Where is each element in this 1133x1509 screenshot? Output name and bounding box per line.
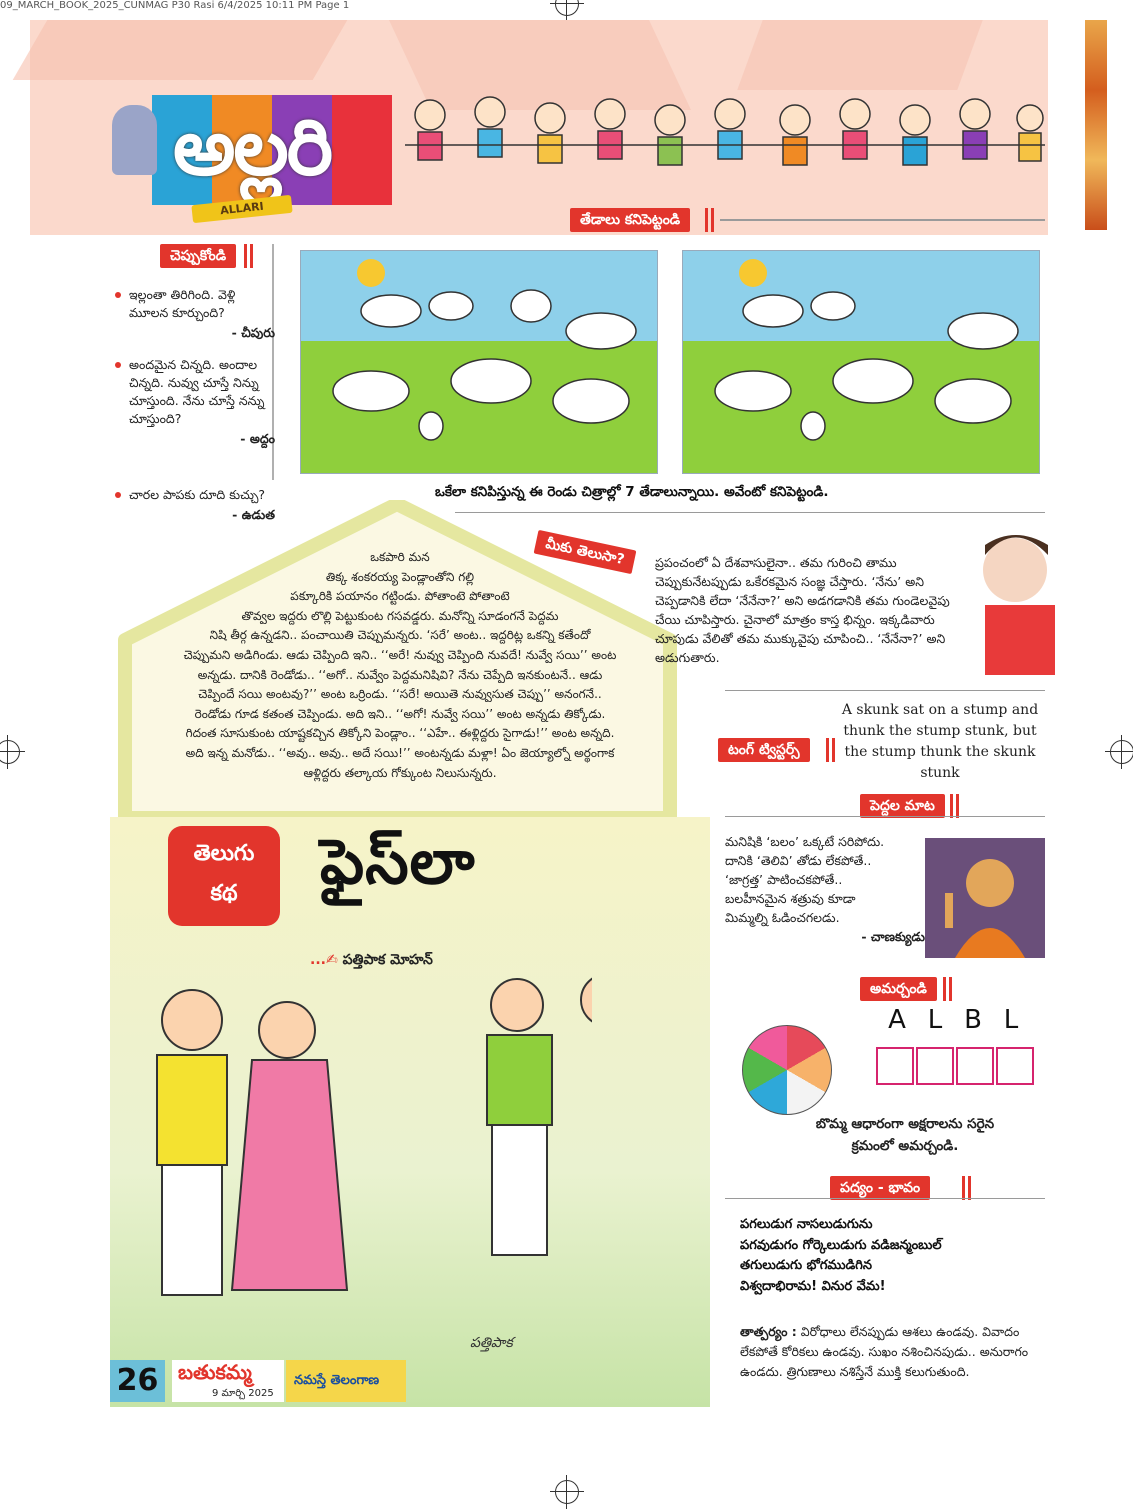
goats-picture-left bbox=[300, 250, 658, 474]
wisdom-tag: పెద్దల మాట bbox=[860, 794, 945, 818]
author-name: పత్తిపాక మోహన్ bbox=[342, 952, 433, 968]
crop-mark-right bbox=[1110, 740, 1133, 764]
tag-bars bbox=[962, 1176, 976, 1200]
story-line: చెప్పుమని అడిగిండు. ఆడు చెప్పింది ఇని.. ‘‘అరే! నువ్వు చెప్పింది నువదే! నువ్వే సయి’’ అంట bbox=[183, 647, 617, 662]
story-line: అది ఇన్న మనోడు.. ‘‘అవు.. అవు.. అదే సయి!’’ అంటన్నడు మళ్లా! ఏం జెయ్యాల్నో అర్థంగాక bbox=[185, 745, 615, 760]
answer-boxes bbox=[876, 1047, 1038, 1085]
wisdom-line: మనిషికి ‘బలం’ ఒక్కటే సరిపోదు. bbox=[725, 834, 885, 849]
dancing-kids-illustration bbox=[405, 90, 1045, 200]
section-divider bbox=[725, 690, 1045, 691]
badge-line: కథ bbox=[210, 881, 238, 906]
story-line: రెండోడు గూడ కతంత చెప్పిండు. అది ఇని.. ‘‘అగో! నువ్వే సయి’’ అంట అన్నడు తిక్కోడు. bbox=[194, 706, 606, 721]
riddle-answer: - చీపురు bbox=[231, 325, 275, 340]
wisdom-text bbox=[725, 832, 925, 946]
logo-subtitle: ALLARI bbox=[191, 195, 292, 223]
riddle-answer: - ఉడుత bbox=[232, 507, 275, 522]
instruction-line: బొమ్మ ఆధారంగా అక్షరాలను సరైన bbox=[815, 1116, 995, 1132]
puzzle-letter: L bbox=[927, 1005, 943, 1035]
wisdom-author: - చాణక్యుడు bbox=[861, 929, 925, 944]
header-divider bbox=[720, 219, 1045, 221]
puzzle-letter: L bbox=[1003, 1005, 1019, 1035]
goats-picture-right bbox=[682, 250, 1040, 474]
story-line: చెప్పిందే సయి అంటవు?’’ అంట ఒర్రిండు. ‘‘సరే! అయితె నువ్వుసుత చెప్పు’’ అనంగనే.. bbox=[198, 687, 602, 702]
tag-bars bbox=[705, 208, 719, 232]
story-line: అన్నడు. దానికి రెండోడు.. ‘‘అగో.. నువ్వేం పెద్దమనిషివి? నేను చెప్పేది ఇనకుంటనే.. ఆడు bbox=[197, 667, 603, 682]
telugu-katha-badge bbox=[168, 826, 280, 926]
story-line: పక్కూరికి పయానం గట్టిండు. పోతాంటె పోతాంటె bbox=[290, 589, 510, 604]
puzzle-tag: అమర్చండి bbox=[860, 977, 937, 1001]
page-number: 26 bbox=[110, 1360, 165, 1402]
spot-diff-caption: ఒకేలా కనిపిస్తున్న ఈ రెండు చిత్రాల్లో 7 తేడాలున్నాయి. అవేంటో కనిపెట్టండి. bbox=[435, 484, 829, 500]
chanakya-portrait bbox=[925, 838, 1045, 958]
print-slug: 09_MARCH_BOOK_2025_CUNMAG P30 Rasi 6/4/2025 10:11 PM Page 1 bbox=[0, 0, 350, 11]
bullet-icon bbox=[115, 492, 121, 498]
tongue-twister-text: A skunk sat on a stump and thunk the stump stunk, but the stump thunk the skunk stunk bbox=[841, 702, 1039, 781]
answer-box bbox=[956, 1047, 994, 1085]
puzzle-letter: A bbox=[888, 1005, 906, 1035]
story-line: గిదంత సూసుకుంట యాష్టకచ్చిన తిక్కోని పెండ్లాం.. ‘‘ఎహే.. ఈళ్లిద్దరు సైగాడు!’’ అంట అన్నది. bbox=[185, 726, 615, 741]
tongue-twister-tag: టంగ్ ట్విస్టర్స్ bbox=[718, 738, 810, 762]
magazine-name bbox=[172, 1360, 284, 1402]
meaning-text: విరోధాలు లేనప్పుడు ఆశలు ఉండవు. వివాదం లేకపోతే కోరికలు ఉండవు. సుఖం నశించినపుడు.. అనురాగం ఉండదు. త్రిగుణాలు నశిస్తేనే ముక్తి కలుగుతుంది. bbox=[740, 1324, 1029, 1379]
tag-bars bbox=[950, 794, 964, 818]
artist-signature: పత్తిపాక bbox=[470, 1335, 513, 1351]
bullet-icon bbox=[115, 292, 121, 298]
riddle-question: అందమైన చిన్నది. అందాల చిన్నది. నువ్వు చూస్తే నిన్ను చూస్తుంది. నేను చూస్తే నన్ను చూస్తుంది? bbox=[129, 357, 265, 426]
beach-ball-icon bbox=[742, 1025, 832, 1115]
poem-text bbox=[740, 1215, 1050, 1297]
riddle-answer: - అద్దం bbox=[240, 431, 275, 446]
answer-box bbox=[876, 1047, 914, 1085]
riddle-question: ఇల్లంతా తిరిగింది. వెళ్లి మూలన కూర్చుంది? bbox=[129, 287, 236, 320]
newspaper-name: నమస్తే తెలంగాణ bbox=[286, 1360, 406, 1402]
story-title: ఫైస్‌లా bbox=[320, 825, 476, 898]
allari-logo bbox=[112, 95, 392, 220]
riddles-tag: చెప్పుకోండి bbox=[160, 244, 236, 268]
poem-line: పగవుడుగం గోర్కెలుడుగు వడిజన్మంబుల్ bbox=[740, 1237, 942, 1253]
section-divider bbox=[725, 816, 1045, 817]
bullet-icon bbox=[115, 362, 121, 368]
poem-line: విశ్వదాభిరామ! వినుర వేమ! bbox=[740, 1278, 886, 1294]
riddle-item bbox=[115, 356, 275, 448]
instruction-line: క్రమంలో అమర్చండి. bbox=[851, 1138, 959, 1154]
poem-tag: పద్యం - భావం bbox=[830, 1176, 930, 1200]
wisdom-line: బలహీనమైన శత్రువు కూడా bbox=[725, 891, 856, 906]
story-line: తొవ్వల ఇద్దరు లొల్లి పెట్టుకుంట గసవడ్డరు. మనోన్ని సూడంగనే పెద్దమ bbox=[241, 608, 559, 623]
poem-line: తగులుడుగు భోగముడిగిన bbox=[740, 1258, 872, 1273]
story-line: ఆళ్లిద్దరు తల్కాయ గోక్కుంట నిలుసున్నరు. bbox=[303, 765, 497, 780]
story-line: ఒకపారి మన bbox=[370, 550, 430, 564]
page-footer bbox=[110, 1360, 407, 1402]
baby-photo bbox=[970, 525, 1055, 675]
poem-meaning bbox=[740, 1322, 1050, 1382]
crop-mark-left bbox=[0, 740, 20, 764]
pen-icon: ...✍ bbox=[310, 952, 338, 968]
kid-figures bbox=[405, 97, 1045, 165]
logo-text: అల్లరి bbox=[173, 103, 331, 193]
fact-tag: మీకు తెలుసా? bbox=[534, 530, 637, 574]
fact-text: ప్రపంచంలో ఏ దేశవాసులైనా.. తమ గురించి తాము చెప్పుకునేటప్పుడు ఒకేరకమైన సంజ్ఞ చేస్తారు. ‘నేను’ అని చెప్పడానికి లేదా ‘నేనేనా?’ అని అడగడానికి తమ గుండెలవైపు చేయి చూపిస్తారు. చైనాలో మాత్రం కాస్త భిన్నం. ఇక్కడివారు చూపుడు వేలితో తమ ముక్కువైపు చూపించి.. ‘నేనేనా?’ అని అడుగుతారు. bbox=[655, 555, 950, 665]
crop-mark-bottom bbox=[555, 1480, 579, 1504]
wisdom-line: మిమ్మల్ని ఓడించగలడు. bbox=[725, 910, 840, 925]
answer-box bbox=[996, 1047, 1034, 1085]
badge-line: తెలుగు bbox=[193, 841, 255, 866]
story-line: నిషి తీర్గ ఉన్నడని.. పంచాయితి చెప్పుమన్నరు. ‘సరే’ అంట.. ఇద్దరిట్ల ఒకన్ని కతేందో bbox=[209, 628, 591, 643]
tag-bars bbox=[826, 738, 840, 762]
tag-bars bbox=[244, 244, 258, 268]
riddle-item bbox=[115, 286, 275, 342]
decorative-stripe bbox=[1085, 20, 1107, 230]
story-text bbox=[130, 548, 670, 783]
puzzle-instruction bbox=[760, 1113, 1050, 1157]
magazine-title: బతుకమ్మ bbox=[178, 1360, 252, 1384]
puzzle-letter: B bbox=[964, 1005, 982, 1035]
riddle-question: చారల పాపకు దూది కుచ్చు? bbox=[129, 487, 266, 502]
section-divider bbox=[725, 1198, 1045, 1199]
issue-date: 9 మార్చి 2025 bbox=[212, 1388, 274, 1399]
answer-box bbox=[916, 1047, 954, 1085]
wisdom-line: ‘జాగ్రత్త’ పాటించకపోతే.. bbox=[725, 872, 843, 887]
wisdom-line: దానికి ‘తెలివి’ తోడు లేకపోతే.. bbox=[725, 853, 872, 868]
poem-line: పగలుడుగ నాసలుడుగును bbox=[740, 1217, 873, 1232]
tag-bars bbox=[943, 977, 957, 1001]
story-cartoon bbox=[112, 960, 592, 1400]
meaning-label: తాత్పర్యం : bbox=[740, 1324, 797, 1339]
puzzle-letters bbox=[878, 1005, 1038, 1035]
spot-diff-tag: తేడాలు కనిపెట్టండి bbox=[570, 208, 690, 232]
story-line: తిక్క శంకరయ్య పెండ్లాంతోని గల్లి bbox=[325, 569, 475, 584]
